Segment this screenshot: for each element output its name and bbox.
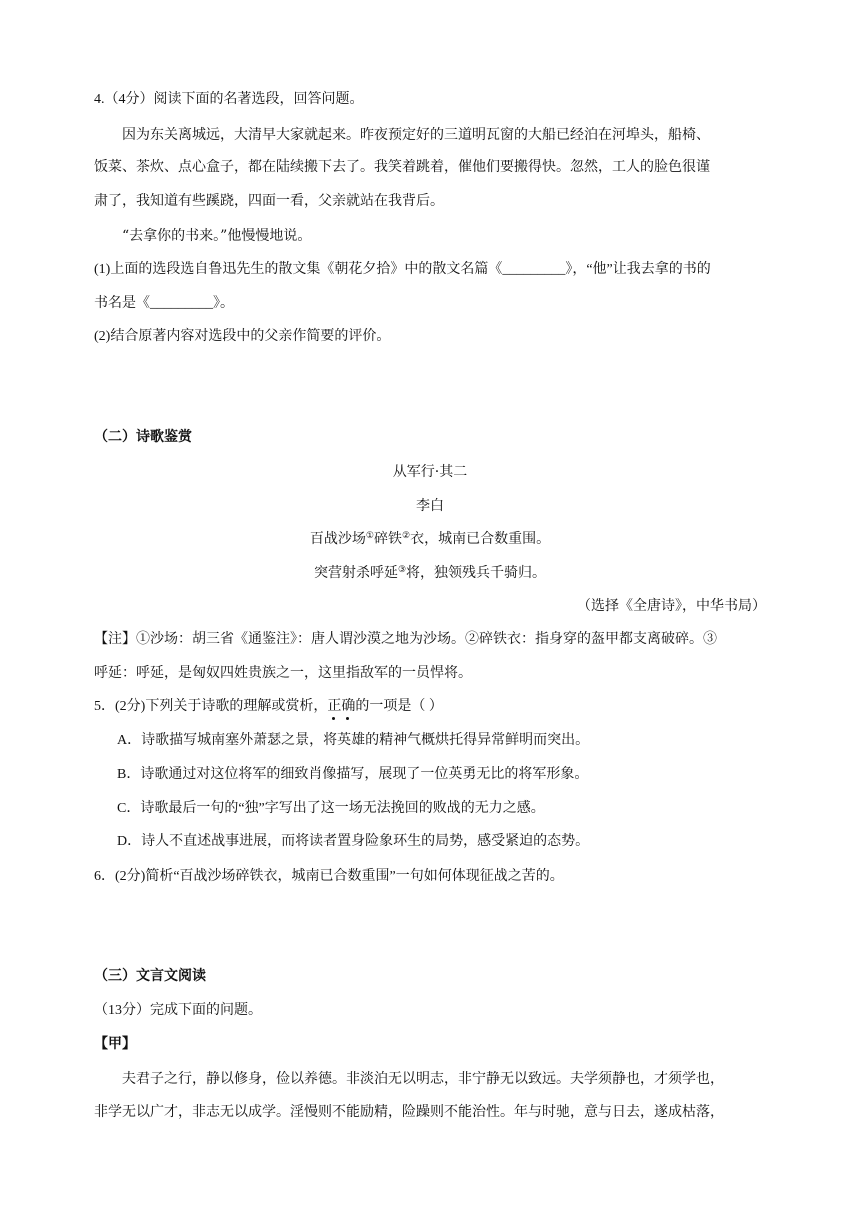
emphasis-dot (332, 717, 335, 720)
section3-part-label: 【甲】 (94, 1037, 136, 1052)
poem-line-1-part-c: 衣，城南已合数重围。 (410, 531, 551, 547)
q4-sub1-line-1: (1)上面的选段选自鲁迅先生的散文集《朝花夕拾》中的散文名篇《_________》，“他”让我去拿的书的 (94, 262, 711, 277)
poem-line-2 (0, 563, 860, 583)
q5-option-d[interactable]: D．诗人不直述战事进展，而将读者置身险象环生的局势，感受紧迫的态势。 (117, 834, 590, 849)
poem-title: 从军行·其二 (392, 464, 468, 480)
q4-passage-line-1: 因为东关离城远，大清早大家就起来。昨夜预定好的三道明瓦窗的大船已经泊在河埠头，船椅、 (122, 127, 710, 143)
q4-passage-line-2: 饭菜、茶炊、点心盒子，都在陆续搬下去了。我笑着跳着，催他们要搬得快。忽然，工人的脸色很谨 (94, 159, 710, 175)
q4-passage-line-4: “去拿你的书来。”他慢慢地说。 (122, 228, 312, 244)
poem-note-line-2: 呼延：呼延，是匈奴四姓贵族之一，这里指敌军的一员悍将。 (94, 666, 472, 681)
section3-heading: （三）文言文阅读 (94, 969, 206, 984)
poem-author: 李白 (416, 498, 444, 514)
q5-emphasis-text: 正确 (327, 699, 356, 714)
q6-stem: 6．(2分)简析“百战沙场碎铁衣，城南已合数重围”一句如何体现征战之苦的。 (94, 869, 564, 884)
poem-line-1 (0, 529, 860, 549)
section3-intro: （13分）完成下面的问题。 (94, 1003, 262, 1018)
q5-emphasis (327, 699, 355, 714)
poem-line-2-part-a: 突营射杀呼延 (313, 565, 398, 581)
poem-footnote-marker-3: ③ (397, 565, 407, 575)
q4-sub2: (2)结合原著内容对选段中的父亲作简要的评价。 (94, 329, 391, 344)
q5-stem (94, 697, 443, 717)
q4-sub1-line-2: 书名是《_________》。 (94, 296, 234, 311)
poem-note-line-1: 【注】①沙场：胡三省《通鉴注》：唐人谓沙漠之地为沙场。②碎铁衣：指身穿的盔甲都支离破碎。③ (94, 632, 717, 647)
q4-passage-line-3: 肃了，我知道有些蹊跷，四面一看，父亲就站在我背后。 (94, 193, 444, 209)
q5-stem-part-b: 的一项是（ ） (355, 699, 443, 714)
poem-footnote-marker-2: ② (402, 531, 411, 541)
q5-stem-part-a: 5．(2分)下列关于诗歌的理解或赏析， (94, 699, 328, 714)
poem-source: （选择《全唐诗》，中华书局） (577, 599, 766, 614)
section2-heading: （二）诗歌鉴赏 (94, 430, 192, 445)
poem-footnote-marker-1: ① (365, 531, 374, 541)
poem-line-1-part-a: 百战沙场 (309, 531, 366, 547)
q5-option-c[interactable]: C．诗歌最后一句的“独”字写出了这一场无法挽回的败战的无力之感。 (117, 801, 545, 816)
emphasis-dot (346, 717, 349, 720)
q5-option-a[interactable]: A．诗歌描写城南塞外萧瑟之景，将英雄的精神气概烘托得异常鲜明而突出。 (117, 733, 590, 748)
poem-line-2-part-b: 将，独领残兵千骑归。 (406, 565, 547, 581)
section3-passage-line-2: 非学无以广才，非志无以成学。淫慢则不能励精，险躁则不能治性。年与时驰，意与日去，遂成枯落， (94, 1104, 724, 1120)
q4-title: 4.（4分）阅读下面的名著选段，回答问题。 (94, 92, 364, 107)
section3-passage-line-1: 夫君子之行，静以修身，俭以养德。非淡泊无以明志，非宁静无以致远。夫学须静也，才须学也， (122, 1071, 724, 1087)
poem-line-1-part-b: 碎铁 (374, 531, 402, 547)
q5-option-b[interactable]: B．诗歌通过对这位将军的细致肖像描写，展现了一位英勇无比的将军形象。 (117, 767, 589, 782)
